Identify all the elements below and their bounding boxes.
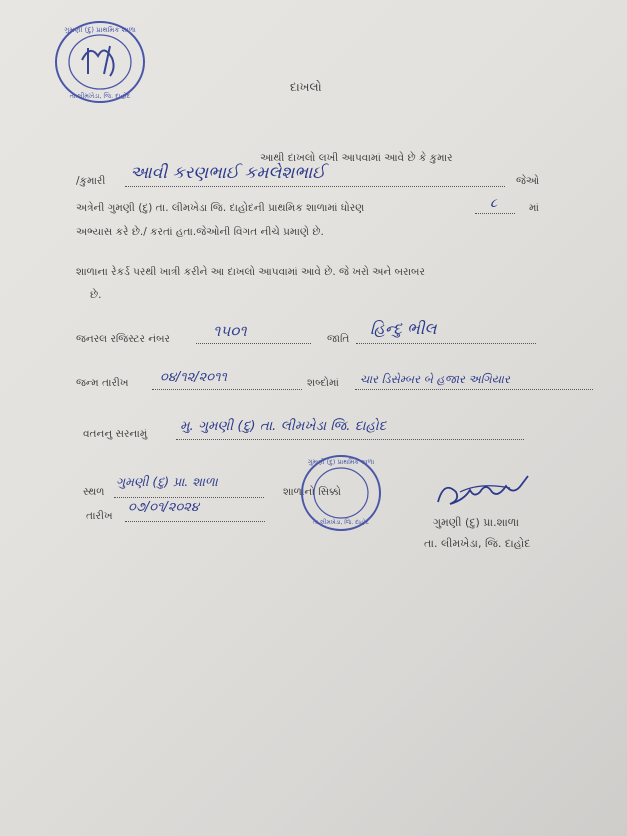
school-seal-mid bbox=[298, 452, 384, 534]
place-underline bbox=[114, 497, 264, 498]
intro-line-1: આથી દાખલો લખી આપવામાં આવે છે કે કુમાર bbox=[260, 152, 453, 164]
dob-value: ૦૪/૧૨/૨૦૧૧ bbox=[160, 370, 227, 385]
student-name: આવી કરણભાઈ કમલેશભાઈ bbox=[130, 163, 326, 183]
caste-label: જાતિ bbox=[327, 333, 350, 345]
standard-value: ૮ bbox=[490, 196, 498, 211]
date-value: ૦૭/૦૧/૨૦૨૪ bbox=[128, 500, 199, 515]
standard-suffix: માં bbox=[529, 202, 539, 214]
caste-value: હિન્દુ ભીલ bbox=[370, 319, 437, 338]
signature-address: તા. લીમખેડા, જિ. દાહોદ bbox=[424, 537, 531, 550]
standard-underline bbox=[475, 213, 515, 214]
intro-line-4: અભ્યાસ કરે છે./ કરતાં હતા.જેઓની વિગત નીચે પ્રમાણે છે. bbox=[76, 226, 324, 238]
date-label: તારીખ bbox=[86, 510, 113, 522]
stamp-mid-bottom-text: તા.લીમખેડા, જિ. દાહોદ bbox=[312, 519, 370, 526]
in-words-label: શબ્દોમાં bbox=[307, 377, 339, 389]
intro-line-3: અત્રેની ગુમણી (દુ) તા. લીમખેડા જિ. દાહોદની પ્રાથમિક શાળામાં ધોરણ bbox=[76, 202, 365, 214]
register-label: જનરલ રજિસ્ટર નંબર bbox=[76, 333, 170, 345]
place-label: સ્થળ bbox=[83, 486, 105, 498]
seal-label: શાળાનો સિક્કો bbox=[283, 486, 341, 498]
headmaster-signature bbox=[430, 472, 550, 516]
whose-label: જેઓ bbox=[516, 175, 540, 187]
records-line-1: શાળાના રેકર્ડ પરથી ખાત્રી કરીને આ દાખલો આપવામાં આવે છે. જે ખરો અને બરાબર bbox=[76, 266, 425, 278]
register-underline bbox=[196, 343, 311, 344]
register-value: ૧૫૦૧ bbox=[213, 322, 247, 340]
date-underline bbox=[125, 521, 265, 522]
address-value: મુ. ગુમણી (દુ) તા. લીમખેડા જિ. દાહોદ bbox=[180, 418, 387, 434]
dob-in-words: ચાર ડિસેમ્બર બે હજાર અગિયાર bbox=[360, 372, 510, 386]
stamp-top-bottom-text: તા.લીમખેડા, જિ. દાહોદ bbox=[69, 92, 131, 100]
records-line-2: છે. bbox=[90, 289, 102, 301]
signature-school: ગુમણી (દુ) પ્રા.શાળા bbox=[433, 516, 520, 529]
certificate-heading: દાખલો bbox=[290, 80, 322, 94]
caste-underline bbox=[356, 343, 536, 344]
address-underline bbox=[176, 439, 524, 440]
prefix-kumari: /કુમારી bbox=[76, 175, 106, 187]
school-stamp-top bbox=[52, 18, 148, 106]
dob-label: જન્મ તારીખ bbox=[76, 377, 129, 389]
stamp-top-ring-text: ગુમણી (દુ) પ્રાથમિક શાળા bbox=[64, 26, 136, 34]
place-value: ગુમણી (દુ) પ્રા. શાળા bbox=[116, 474, 218, 489]
address-label: વતનનુ સરનામું bbox=[83, 428, 148, 440]
name-underline bbox=[125, 186, 505, 187]
stamp-mid-ring-text: ગુમણી (દુ) પ્રાથમિક શાળા bbox=[307, 458, 375, 466]
dob-underline bbox=[152, 389, 302, 390]
in-words-underline bbox=[355, 389, 593, 390]
